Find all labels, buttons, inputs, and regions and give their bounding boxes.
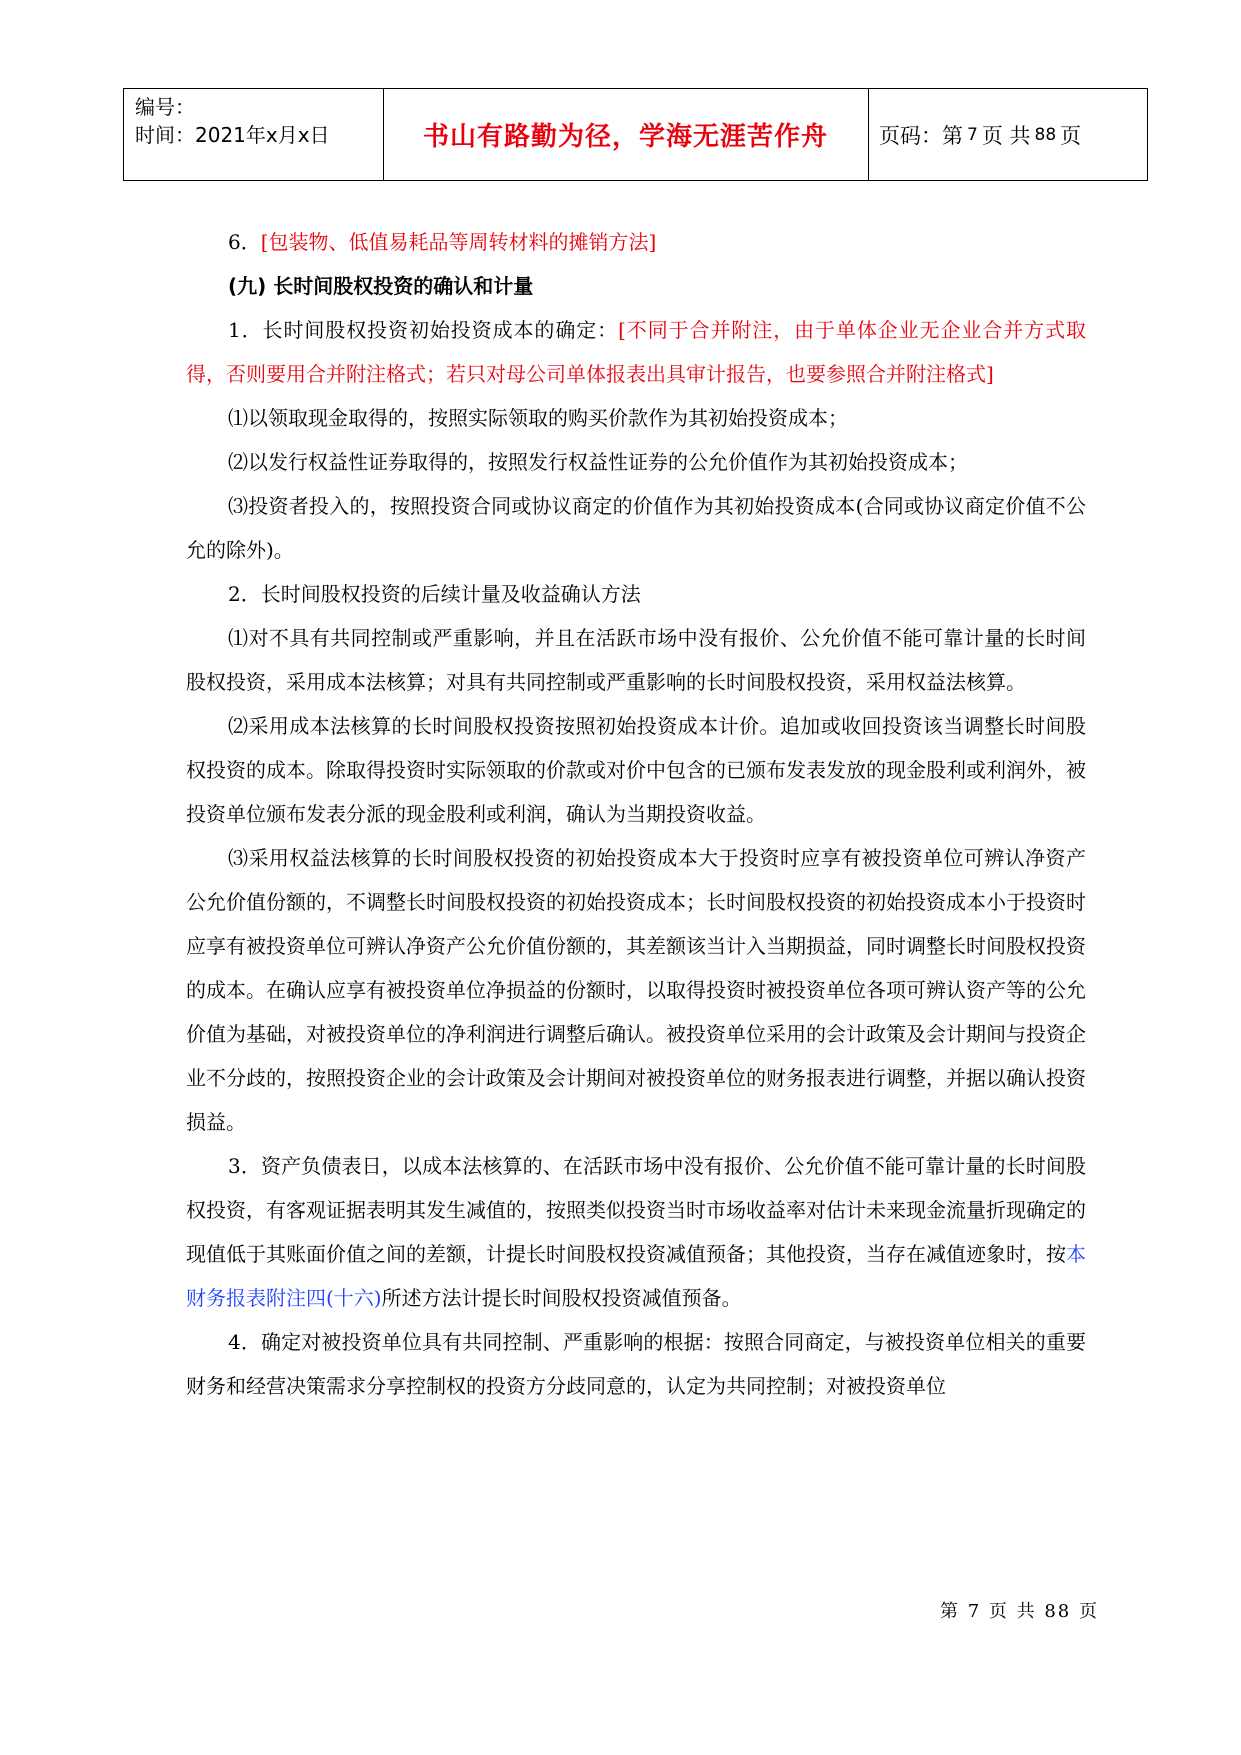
paragraph-initial-cost xyxy=(186,308,1086,396)
paragraph-impairment-text-b: 所述方法计提长时间股权投资减值预备。 xyxy=(381,1286,742,1310)
document-body xyxy=(186,220,1086,1408)
header-page-info xyxy=(879,89,1081,180)
header-page-current: 7 xyxy=(967,124,978,145)
paragraph-6-note: [包装物、低值易耗品等周转材料的摊销方法] xyxy=(260,230,657,254)
header-page-total: 88 xyxy=(1034,124,1057,145)
header-number-label: 编号： xyxy=(135,95,195,119)
page-header xyxy=(123,88,1148,181)
header-divider-3 xyxy=(868,89,869,180)
paragraph-item-3: ⑶投资者投入的，按照投资合同或协议商定的价值作为其初始投资成本(合同或协议商定价值不公允的除外)。 xyxy=(186,494,1086,562)
paragraph-initial-cost-note: [不同于合并附注，由于单体企业无企业合并方式取得，否则要用合并附注格式；若只对母公司单体报表出具审计报告，也要参照合并附注格式] xyxy=(186,318,1086,386)
header-page-prefix: 页码：第 xyxy=(879,123,963,148)
paragraph-subsequent-2: ⑵采用成本法核算的长时间股权投资按照初始投资成本计价。追加或收回投资该当调整长时间股权投资的成本。除取得投资时实际领取的价款或对价中包含的已颁布发表发放的现金股利或利润外，被投资单位颁布发表分派的现金股利或利润，确认为当期投资收益。 xyxy=(186,714,1086,826)
paragraph-subsequent-3: ⑶采用权益法核算的长时间股权投资的初始投资成本大于投资时应享有被投资单位可辨认净资产公允价值份额的，不调整长时间股权投资的初始投资成本；长时间股权投资的初始投资成本小于投资时应享有被投资单位可辨认净资产公允价值份额的，其差额该当计入当期损益，同时调整长时间股权投资的成本。在确认应享有被投资单位净损益的份额时，以取得投资时被投资单位各项可辨认资产等的公允价值为基础，对被投资单位的净利润进行调整后确认。被投资单位采用的会计政策及会计期间与投资企业不分歧的，按照投资企业的会计政策及会计期间对被投资单位的财务报表进行调整，并据以确认投资损益。 xyxy=(186,846,1086,1134)
paragraph-impairment-text-a: 3．资产负债表日，以成本法核算的、在活跃市场中没有报价、公允价值不能可靠计量的长时间股权投资，有客观证据表明其发生减值的，按照类似投资当时市场收益率对估计未来现金流量折现确定的现值低于其账面价值之间的差额，计提长时间股权投资减值预备；其他投资，当存在减值迹象时，按 xyxy=(186,1154,1086,1266)
paragraph-initial-cost-text: 1．长时间股权投资初始投资成本的确定： xyxy=(228,318,619,342)
header-divider-1 xyxy=(123,89,124,180)
paragraph-control-basis: 4．确定对被投资单位具有共同控制、严重影响的根据：按照合同商定，与被投资单位相关的重要财务和经营决策需求分享控制权的投资方分歧同意的，认定为共同控制；对被投资单位 xyxy=(186,1330,1086,1398)
header-time-label: 时间：2021年x月x日 xyxy=(135,123,330,147)
header-divider-4 xyxy=(1147,89,1148,180)
header-meta xyxy=(135,93,330,149)
header-motto: 书山有路勤为径，学海无涯苦作舟 xyxy=(422,122,828,152)
paragraph-subsequent-1: ⑴对不具有共同控制或严重影响，并且在活跃市场中没有报价、公允价值不能可靠计量的长时间股权投资，采用成本法核算；对具有共同控制或严重影响的长时间股权投资，采用权益法核算。 xyxy=(186,626,1086,694)
page-footer: 第 7 页 共 88 页 xyxy=(940,1601,1099,1622)
section-heading-9: (九) 长时间股权投资的确认和计量 xyxy=(228,274,534,298)
paragraph-item-2: ⑵以发行权益性证券取得的，按照发行权益性证券的公允价值作为其初始投资成本； xyxy=(228,450,968,474)
paragraph-subsequent: 2．长时间股权投资的后续计量及收益确认方法 xyxy=(228,582,641,606)
paragraph-item-1: ⑴以领取现金取得的，按照实际领取的购买价款作为其初始投资成本； xyxy=(228,406,848,430)
note-reference-link[interactable]: 本财务报表附注四(十六) xyxy=(186,1242,1086,1310)
paragraph-impairment xyxy=(186,1144,1086,1320)
paragraph-6-number: 6． xyxy=(228,230,261,254)
header-page-mid: 页 共 xyxy=(981,123,1031,148)
header-page-suffix: 页 xyxy=(1060,123,1082,148)
paragraph-6 xyxy=(186,220,1086,264)
